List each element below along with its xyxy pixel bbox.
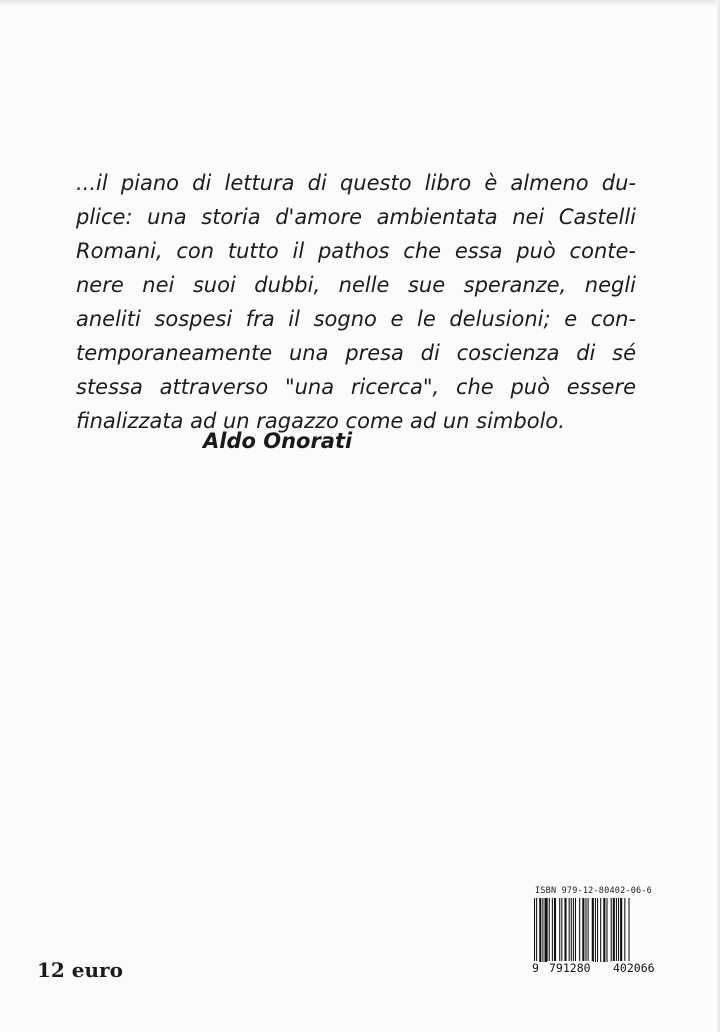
blurb-line: aneliti sospesi fra il sogno e le delusioni; e con-	[76, 307, 636, 331]
barcode-bar	[579, 898, 580, 962]
blurb-line: stessa attraverso "una ricerca", che può essere	[76, 375, 636, 399]
barcode-bar	[549, 898, 550, 962]
barcode-bar	[569, 898, 570, 962]
cover-right-edge	[716, 0, 720, 1032]
barcode-bar	[534, 898, 535, 970]
barcode-bar	[588, 898, 589, 962]
barcode-bar	[595, 898, 596, 962]
barcode-bar	[629, 898, 630, 970]
barcode-bar	[613, 898, 615, 962]
barcode-bar	[571, 898, 572, 962]
isbn-barcode	[531, 886, 678, 982]
barcode-bar	[585, 898, 586, 962]
barcode-digits	[531, 961, 678, 977]
blurb-author: Aldo Onorati	[203, 429, 353, 453]
cover-top-edge	[0, 0, 720, 6]
barcode-bar	[620, 898, 622, 962]
barcode-bars	[531, 898, 678, 970]
barcode-bar	[582, 898, 584, 970]
barcode-bar	[559, 898, 560, 962]
barcode-bar	[575, 898, 576, 962]
price-label: 12 euro	[37, 958, 123, 982]
blurb-line: nere nei suoi dubbi, nelle sue speranze, negli	[76, 273, 636, 297]
barcode-bar	[618, 898, 619, 962]
blurb-line: temporaneamente una presa di coscienza di sé	[76, 341, 636, 365]
barcode-digit-first: 9	[532, 961, 539, 975]
barcode-bar	[624, 898, 625, 962]
barcode-bar	[611, 898, 612, 962]
barcode-bar	[552, 898, 553, 962]
barcode-bar	[545, 898, 548, 962]
barcode-bar	[597, 898, 598, 962]
isbn-label: ISBN 979-12-80402-06-6	[535, 886, 652, 896]
blurb-line: ...il piano di lettura di questo libro è almeno du-	[76, 171, 636, 195]
barcode-bar	[554, 898, 556, 962]
cover-blurb	[76, 166, 636, 438]
blurb-line: Romani, con tutto il pathos che essa può conte-	[76, 239, 636, 263]
barcode-bar	[616, 898, 617, 962]
barcode-bar	[536, 898, 537, 970]
barcode-bar	[573, 898, 574, 962]
barcode-digit-group-1: 791280	[549, 961, 591, 975]
barcode-bar	[539, 898, 541, 962]
barcode-bar	[603, 898, 605, 962]
barcode-bar	[592, 898, 594, 962]
blurb-line: plice: una storia d'amore ambientata nei Castelli	[76, 205, 636, 229]
barcode-digit-group-2: 402066	[613, 961, 655, 975]
barcode-bar	[564, 898, 566, 962]
barcode-bar	[542, 898, 543, 962]
barcode-bar	[606, 898, 607, 962]
barcode-bar	[561, 898, 562, 962]
barcode-bar	[600, 898, 601, 962]
blurb-line: finalizzata ad un ragazzo come ad un simbolo.	[76, 409, 565, 433]
